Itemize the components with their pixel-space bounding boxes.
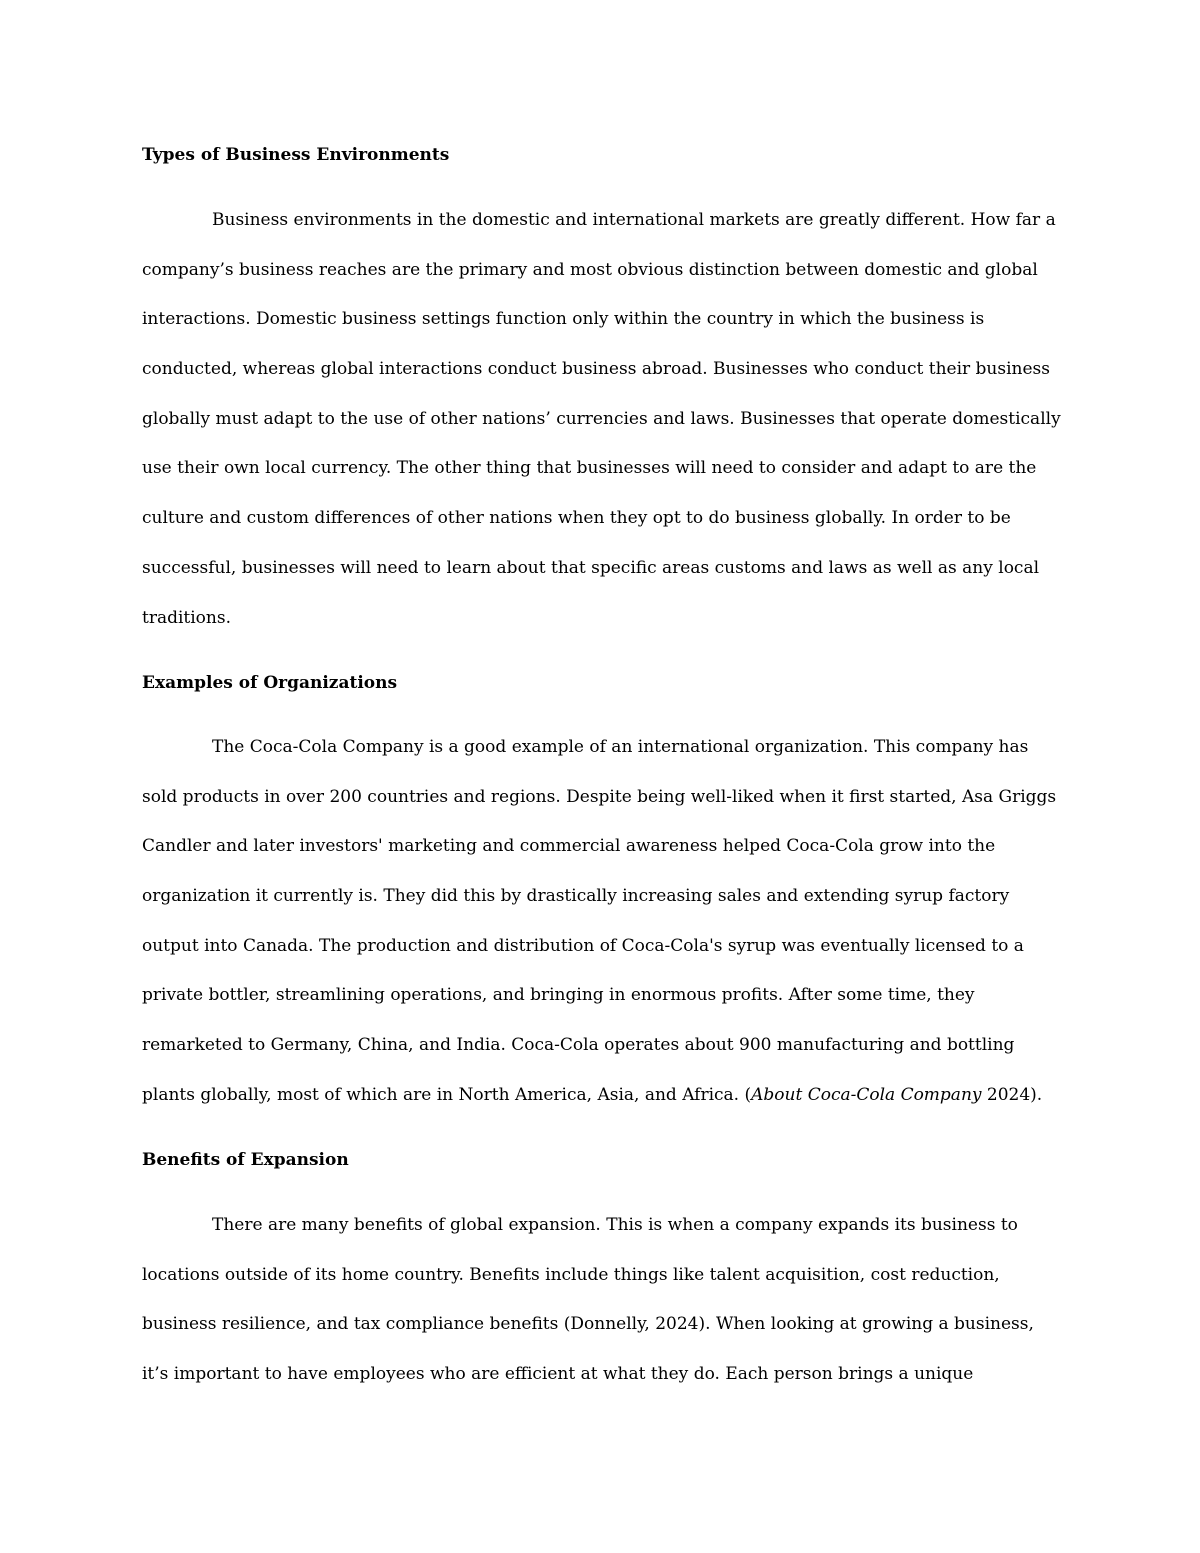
section-heading-benefits-of-expansion: Benefits of Expansion <box>142 1150 349 1170</box>
paragraph-line: sold products in over 200 countries and regions. Despite being well-liked when it first started, Asa Griggs <box>142 786 1057 807</box>
section-heading-types-of-business-environments: Types of Business Environments <box>142 145 450 165</box>
paragraph-line: interactions. Domestic business settings function only within the country in which the business is <box>142 309 985 330</box>
paragraph-line: remarketed to Germany, China, and India. Coca-Cola operates about 900 manufacturing and bottling <box>142 1035 1015 1056</box>
paragraph-line: private bottler, streamlining operations, and bringing in enormous profits. After some time, they <box>142 985 975 1006</box>
paragraph-line: culture and custom differences of other nations when they opt to do business globally. In order to be <box>142 508 1011 529</box>
paragraph-line: conducted, whereas global interactions conduct business abroad. Businesses who conduct their business <box>142 359 1050 380</box>
paragraph-line: There are many benefits of global expansion. This is when a company expands its business to <box>212 1215 1018 1235</box>
paragraph-line: Candler and later investors' marketing and commercial awareness helped Coca-Cola grow into the <box>142 836 996 857</box>
paragraph-line: it’s important to have employees who are efficient at what they do. Each person brings a unique <box>142 1364 974 1385</box>
paragraph-line: business resilience, and tax compliance benefits (Donnelly, 2024). When looking at growing a business, <box>142 1314 1034 1335</box>
citation-text-after: 2024). <box>981 1084 1043 1105</box>
paragraph-benefits-of-expansion <box>142 1215 1082 1414</box>
paragraph-line: use their own local currency. The other thing that businesses will need to consider and adapt to are the <box>142 458 1037 479</box>
paragraph-line: locations outside of its home country. Benefits include things like talent acquisition, cost reduction, <box>142 1264 1000 1285</box>
paragraph-line: Business environments in the domestic and international markets are greatly different. How far a <box>212 210 1056 230</box>
paragraph-line: company’s business reaches are the primary and most obvious distinction between domestic and global <box>142 259 1038 280</box>
paragraph-line: globally must adapt to the use of other nations’ currencies and laws. Businesses that operate domestically <box>142 408 1061 429</box>
paragraph-line: organization it currently is. They did this by drastically increasing sales and extending syrup factory <box>142 886 1010 907</box>
paragraph-line: traditions. <box>142 607 231 628</box>
paragraph-line: output into Canada. The production and distribution of Coca-Cola's syrup was eventually licensed to a <box>142 935 1024 956</box>
paragraph-line: The Coca-Cola Company is a good example of an international organization. This company has <box>212 737 1029 757</box>
paragraph-coca-cola-example <box>142 737 1082 1135</box>
paragraph-line-with-citation <box>142 1085 1082 1135</box>
citation-title-italic: About Coca-Cola Company <box>751 1084 982 1105</box>
citation-text-before: plants globally, most of which are in North America, Asia, and Africa. ( <box>142 1084 752 1105</box>
paragraph-business-environments <box>142 210 1082 657</box>
section-heading-examples-of-organizations: Examples of Organizations <box>142 673 398 693</box>
paragraph-line: successful, businesses will need to learn about that specific areas customs and laws as well as any local <box>142 557 1040 578</box>
